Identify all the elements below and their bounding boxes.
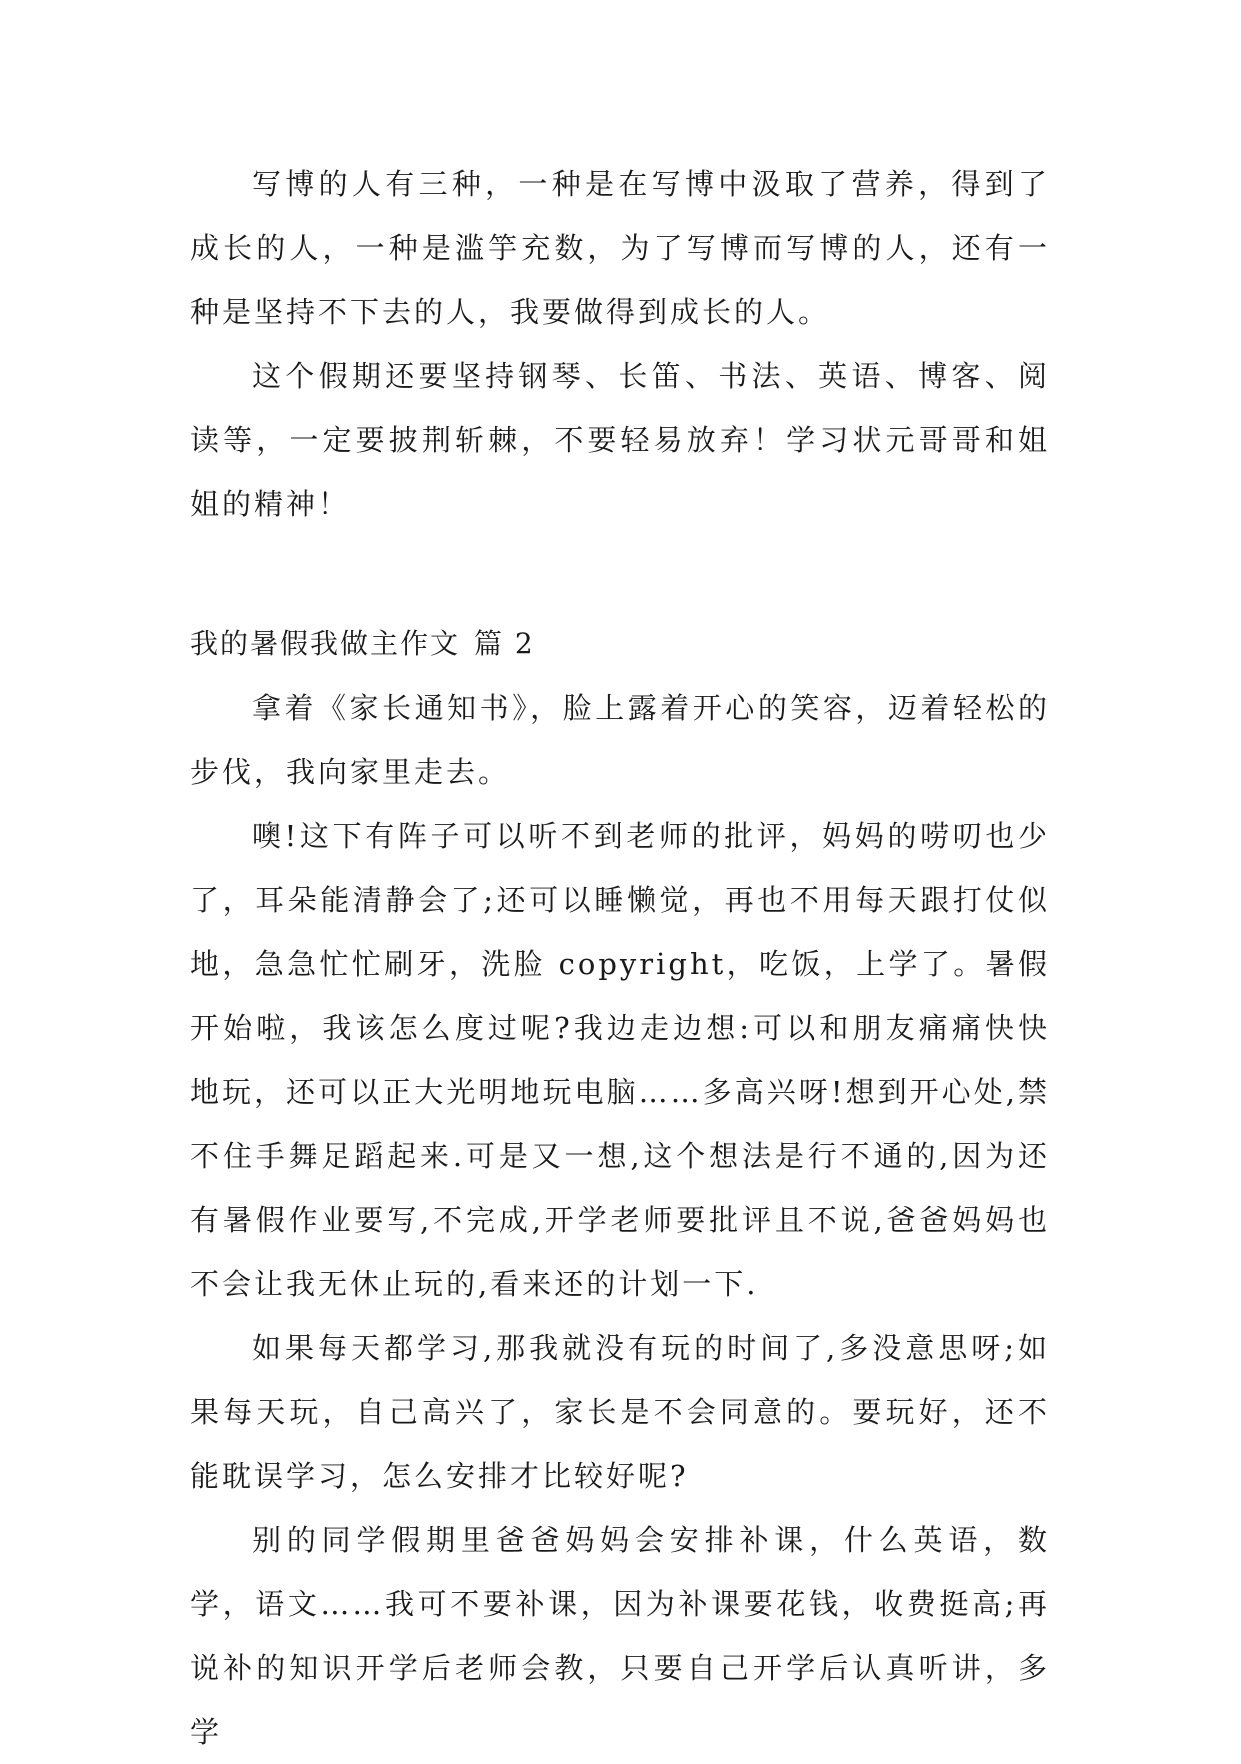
paragraph: 拿着《家长通知书》，脸上露着开心的笑容，迈着轻松的步伐，我向家里走去。 bbox=[190, 691, 1050, 789]
section-two bbox=[190, 676, 1050, 1764]
paragraph: 这个假期还要坚持钢琴、长笛、书法、英语、博客、阅读等，一定要披荆斩棘，不要轻易放弃！学习状元哥哥和姐姐的精神！ bbox=[190, 359, 1050, 521]
paragraph: 别的同学假期里爸爸妈妈会安排补课，什么英语，数学，语文……我可不要补课，因为补课要花钱，收费挺高;再说补的知识开学后老师会教，只要自己开学后认真听讲，多学 bbox=[190, 1523, 1050, 1749]
paragraph: 如果每天都学习,那我就没有玩的时间了,多没意思呀;如果每天玩，自己高兴了，家长是不会同意的。要玩好，还不能耽误学习，怎么安排才比较好呢? bbox=[190, 1331, 1050, 1493]
section-one bbox=[190, 152, 1050, 536]
essay-number: 篇 2 bbox=[474, 627, 535, 660]
paragraph: 写博的人有三种，一种是在写博中汲取了营养，得到了成长的人，一种是滥竽充数，为了写博而写博的人，还有一种是坚持不下去的人，我要做得到成长的人。 bbox=[190, 167, 1050, 329]
paragraph: 噢!这下有阵子可以听不到老师的批评，妈妈的唠叨也少了，耳朵能清静会了;还可以睡懒觉，再也不用每天跟打仗似地，急急忙忙刷牙，洗脸 copyright，吃饭，上学了。暑假开始啦，我该怎么度过呢?我边走边想:可以和朋友痛痛快快地玩，还可以正大光明地玩电脑……多高兴呀!想到开心处,禁不住手舞足蹈起来.可是又一想,这个想法是行不通的,因为还有暑假作业要写,不完成,开学老师要批评且不说,爸爸妈妈也不会让我无休止玩的,看来还的计划一下. bbox=[190, 819, 1050, 1301]
essay-title: 我的暑假我做主作文 bbox=[190, 627, 461, 660]
document-body bbox=[190, 152, 1050, 1764]
essay-heading bbox=[190, 612, 1050, 676]
